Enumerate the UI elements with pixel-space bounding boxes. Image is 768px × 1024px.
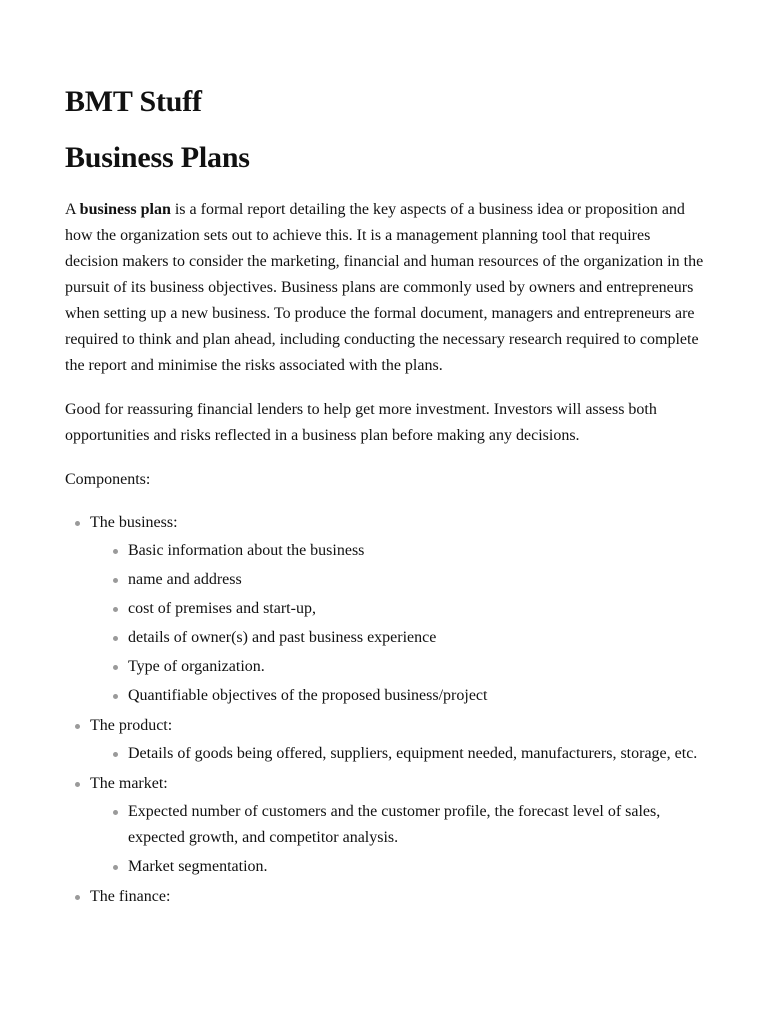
components-list <box>65 510 704 910</box>
sublist-item-text: Details of goods being offered, suppliers, equipment needed, manufacturers, storage, etc. <box>128 745 698 762</box>
component-item-finance <box>90 884 704 910</box>
component-sublist <box>90 538 704 709</box>
bullet-icon <box>113 865 118 870</box>
sublist-item-text: Quantifiable objectives of the proposed business/project <box>128 687 488 704</box>
sublist-item-text: Expected number of customers and the customer profile, the forecast level of sales, expected growth, and competitor analysis. <box>128 803 661 846</box>
component-item-product <box>90 713 704 767</box>
bullet-icon <box>113 607 118 612</box>
sublist-item-text: Type of organization. <box>128 658 265 675</box>
bullet-icon <box>113 665 118 670</box>
component-item-market <box>90 771 704 880</box>
intro-paragraph <box>65 197 704 379</box>
sublist-item <box>128 654 704 680</box>
bullet-icon <box>113 694 118 699</box>
intro-bold-term: business plan <box>79 201 171 218</box>
bullet-icon <box>113 810 118 815</box>
bullet-icon <box>113 549 118 554</box>
bullet-icon <box>75 724 80 729</box>
bullet-icon <box>113 578 118 583</box>
sublist-item-text: name and address <box>128 571 242 588</box>
component-label: The business: <box>90 514 178 531</box>
intro-rest: is a formal report detailing the key aspects of a business idea or proposition and how the organization sets out to achieve this. It is a management planning tool that requires decision makers to consider the marketing, financial and human resources of the organization in the pursuit of its business objectives. Business plans are commonly used by owners and entrepreneurs when setting up a new business. To produce the formal document, managers and entrepreneurs are required to think and plan ahead, including conducting the necessary research required to complete the report and minimise the risks associated with the plans. <box>65 201 704 374</box>
investment-paragraph: Good for reassuring financial lenders to help get more investment. Investors will assess both opportunities and risks reflected in a business plan before making any decisions. <box>65 401 657 444</box>
sublist-item <box>128 538 704 564</box>
component-label: The market: <box>90 775 168 792</box>
bullet-icon <box>75 895 80 900</box>
sublist-item <box>128 596 704 622</box>
component-label: The finance: <box>90 888 171 905</box>
components-label: Components: <box>65 471 151 488</box>
sublist-item-text: details of owner(s) and past business experience <box>128 629 437 646</box>
component-sublist <box>90 799 704 880</box>
sublist-item <box>128 799 704 851</box>
component-label: The product: <box>90 717 173 734</box>
sublist-item-text: cost of premises and start-up, <box>128 600 316 617</box>
sublist-item <box>128 625 704 651</box>
sublist-item <box>128 741 704 767</box>
sublist-item <box>128 683 704 709</box>
sublist-item <box>128 854 704 880</box>
bullet-icon <box>113 752 118 757</box>
site-title: BMT Stuff <box>65 85 202 118</box>
bullet-icon <box>75 782 80 787</box>
sublist-item-text: Market segmentation. <box>128 858 268 875</box>
component-sublist <box>90 741 704 767</box>
bullet-icon <box>75 521 80 526</box>
bullet-icon <box>113 636 118 641</box>
component-item-business <box>90 510 704 709</box>
sublist-item-text: Basic information about the business <box>128 542 365 559</box>
sublist-item <box>128 567 704 593</box>
page-title: Business Plans <box>65 141 250 174</box>
intro-lead: A <box>65 201 80 218</box>
